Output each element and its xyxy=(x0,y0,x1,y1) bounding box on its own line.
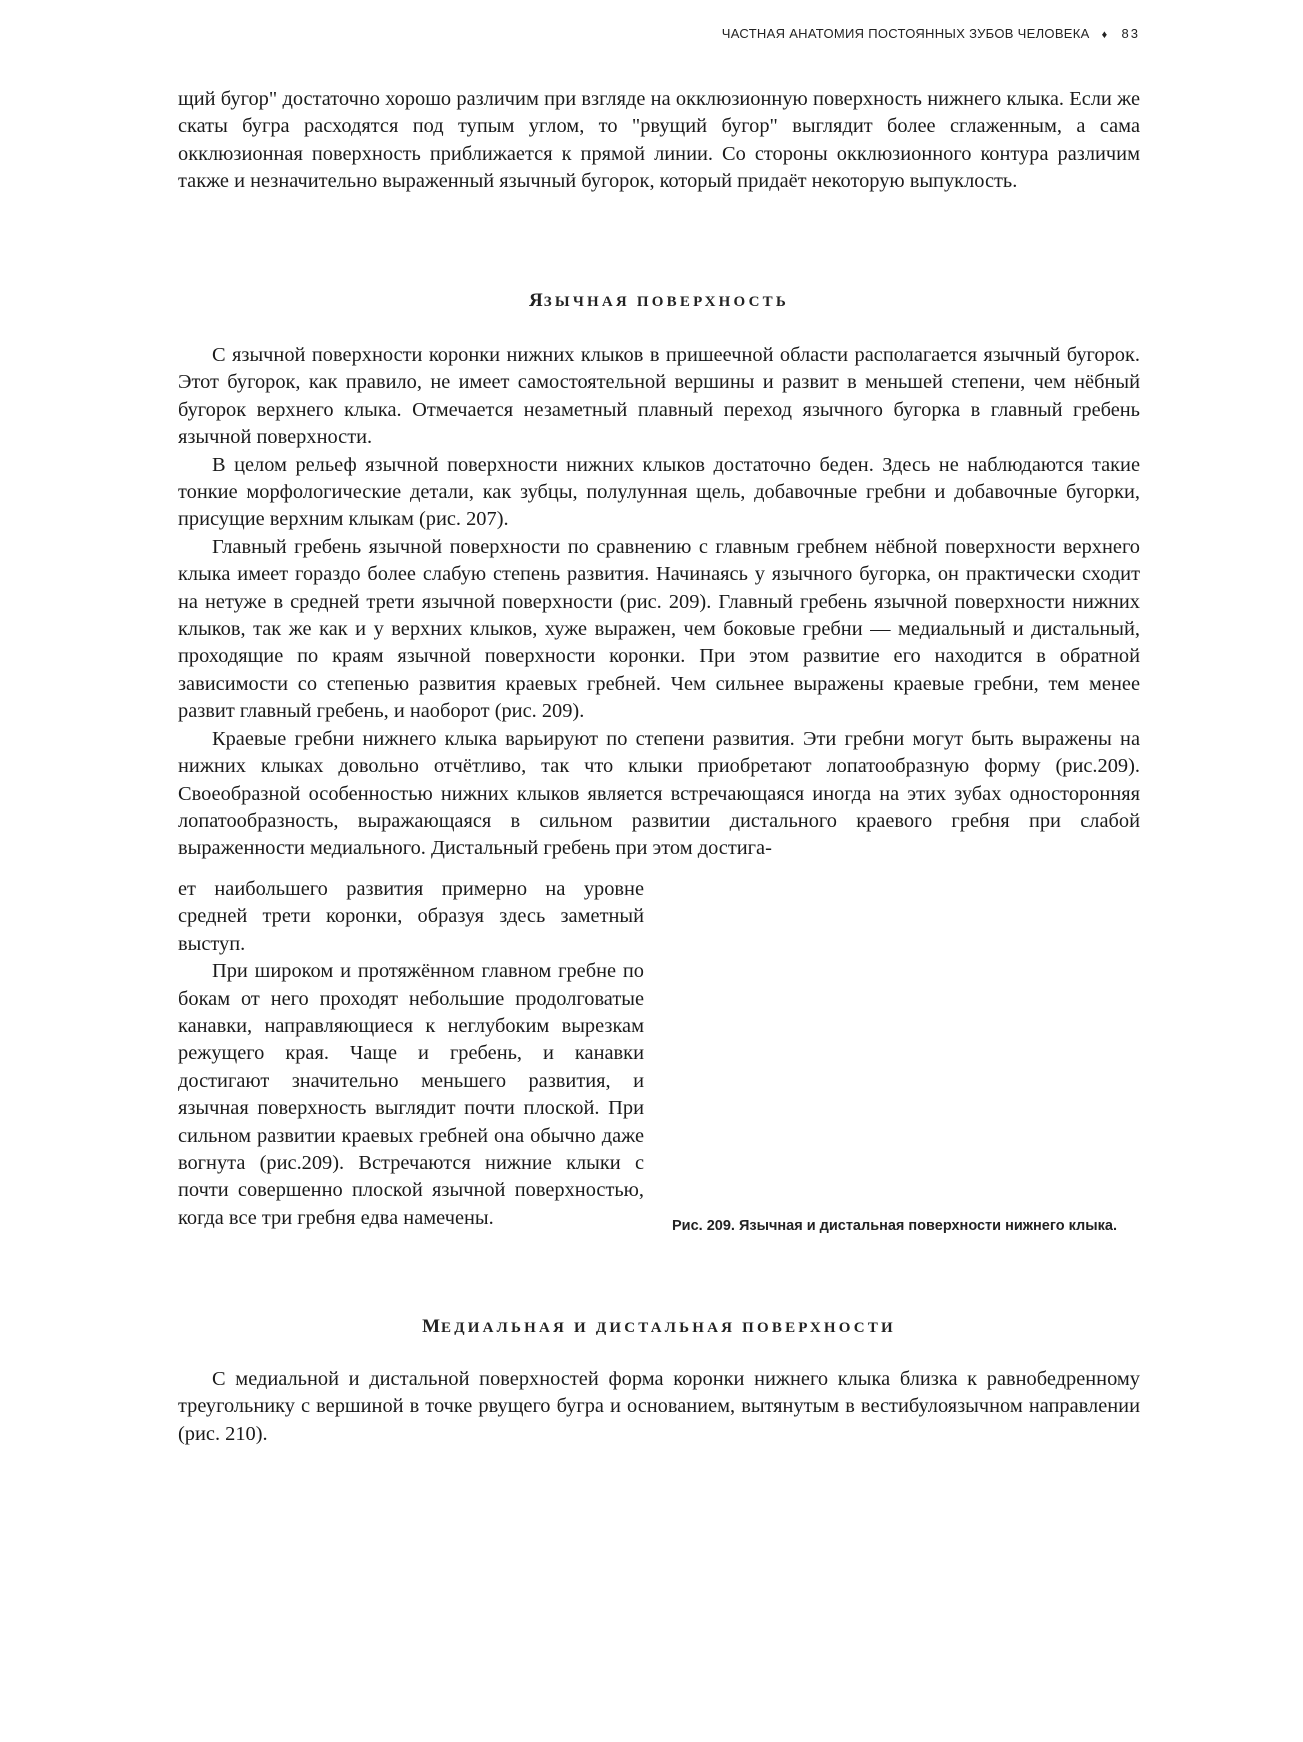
heading-rest: ЗЫЧНАЯ ПОВЕРХНОСТЬ xyxy=(543,294,789,310)
paragraph: С медиальной и дистальной поверхностей форма коронки нижнего клыка близка к равнобедренному треугольнику с вершиной в точке рвущего бугра и основанием, вытянутым в вестибулоязычном направлении (рис. 210). xyxy=(178,1368,1140,1445)
paragraph: ет наибольшего развития примерно на уровне средней трети коронки, образуя здесь заметный выступ. xyxy=(178,878,644,955)
section-medial-distal-body xyxy=(178,1366,1140,1448)
intro-paragraph: щий бугор" достаточно хорошо различим при взгляде на окклюзионную поверхность нижнего клыка. Если же скаты бугра расходятся под тупым углом, то "рвущий бугор" выглядит более сглаженным, а сама окклюзионная поверхность приближается к прямой линии. Со стороны окклюзионного контура различим также и незначительно выраженный язычный бугорок, который придаёт некоторую выпуклость. xyxy=(178,88,1140,193)
section-heading-medial-distal xyxy=(178,1316,1140,1338)
figure-caption: Рис. 209. Язычная и дистальная поверхности нижнего клыка. xyxy=(672,1218,1117,1234)
heading-rest: ЕДИАЛЬНАЯ И ДИСТАЛЬНАЯ ПОВЕРХНОСТИ xyxy=(441,1320,896,1336)
running-title: ЧАСТНАЯ АНАТОМИЯ ПОСТОЯННЫХ ЗУБОВ ЧЕЛОВЕКА xyxy=(721,26,1090,41)
paragraph: С язычной поверхности коронки нижних клыков в пришеечной области располагается язычный бугорок. Этот бугорок, как правило, не имеет самостоятельной вершины и развит в меньшей степени, чем нёбный бугорок верхнего клыка. Отмечается незаметный плавный переход язычного бугорка в главный гребень язычной поверхности. xyxy=(178,344,1140,449)
paragraph: При широком и протяжённом главном гребне по бокам от него проходят небольшие продолговатые канавки, направляющиеся к неглубоким вырезкам режущего края. Чаще и гребень, и канавки достигают значительно меньшего развития, и язычная поверхность выглядит почти плоской. При сильном развитии краевых гребней она обычно даже вогнута (рис.209). Встречаются нижние клыки с почти совершенно плоской язычной поверхностью, когда все три гребня едва намечены. xyxy=(178,960,644,1229)
heading-initial: Я xyxy=(529,290,544,311)
diamond-separator-icon: ♦ xyxy=(1101,29,1108,41)
figure-209 xyxy=(672,880,1140,1200)
heading-initial: М xyxy=(422,1316,442,1337)
section-heading-lingual xyxy=(178,290,1140,312)
section-lingual-body xyxy=(178,342,1140,863)
paragraph: В целом рельеф язычной поверхности нижних клыков достаточно беден. Здесь не наблюдаются такие тонкие морфологические детали, как зубцы, полулунная щель, добавочные гребни и добавочные бугорки, присущие верхним клыкам (рис. 207). xyxy=(178,453,1140,531)
section-lingual-narrow-column xyxy=(178,876,644,1232)
running-header xyxy=(600,26,1140,41)
page-number: 83 xyxy=(1121,26,1140,41)
paragraph: Главный гребень язычной поверхности по сравнению с главным гребнем нёбной поверхности верхнего клыка имеет гораздо более слабую степень развития. Начинаясь у язычного бугорка, он практически сходит на нетуже в средней трети язычной поверхности (рис. 209). Главный гребень язычной поверхности нижних клыков, так же как и у верхних клыков, хуже выражен, чем боковые гребни — медиальный и дистальный, проходящие по краям язычной поверхности коронки. При этом развитие его находится в обратной зависимости со степенью развития краевых гребней. Чем сильнее выражены краевые гребни, тем менее развит главный гребень, и наоборот (рис. 209). xyxy=(178,535,1140,723)
paragraph: Краевые гребни нижнего клыка варьируют по степени развития. Эти гребни могут быть выражены на нижних клыках довольно отчётливо, так что клыки приобретают лопатообразную форму (рис.209). Своеобразной особенностью нижних клыков является встречающаяся иногда на этих зубах односторонняя лопатообразность, выражающаяся в сильном развитии дистального краевого гребня при слабой выраженности медиального. Дистальный гребень при этом достига- xyxy=(178,727,1140,860)
intro-text xyxy=(178,86,1140,196)
